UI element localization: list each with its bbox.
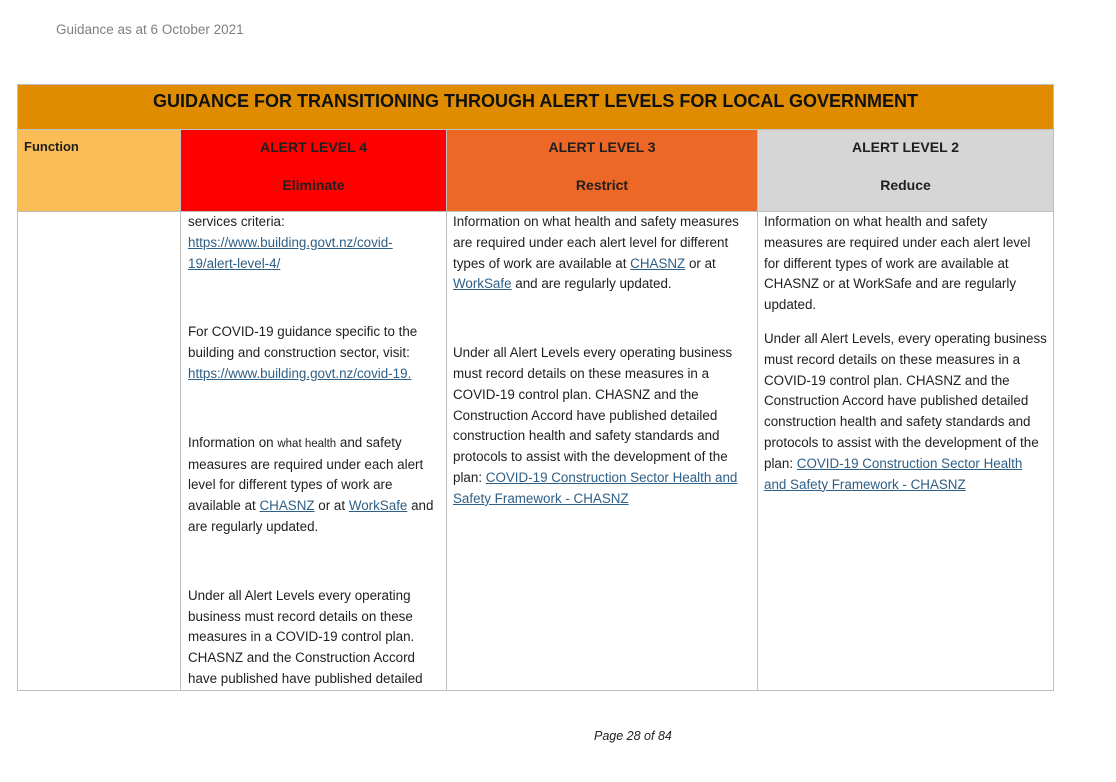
- column-header-alert-level-3: [447, 130, 758, 212]
- l3-info-text-a: Information on what health and safety measures are required under each alert level for different types of work are available at: [453, 214, 739, 271]
- table-row: [18, 212, 1054, 691]
- alert-level-2-cell: [758, 212, 1054, 691]
- l2-control-plan-text: Under all Alert Levels, every operating business must record details on these measures in a COVID-19 control plan. CHASNZ and the Construction Accord have published detailed construction health and safety standards and protocols to assist with the development of the plan:: [764, 330, 1047, 471]
- column-header-alert-level-2: [758, 130, 1054, 212]
- l3-control-plan-text: Under all Alert Levels every operating business must record details on these measures in a COVID-19 control plan. CHASNZ and the Construction Accord have published detailed construction health and safety standards and protocols to assist with the development of the plan:: [453, 345, 733, 485]
- l4-info-text-c: or at: [318, 498, 346, 514]
- column-header-alert-level-4: [181, 130, 447, 212]
- alert-level-3-cell: [447, 212, 758, 691]
- l4-info-text-small: what health: [277, 437, 337, 450]
- l3-chasnz-link[interactable]: CHASNZ: [630, 255, 686, 271]
- l4-info-text-b: and safety measures are required under each alert level for different types of work are available at: [188, 434, 424, 514]
- alert-level-4-subtitle: Eliminate: [282, 177, 345, 193]
- l3-worksafe-link[interactable]: WorkSafe: [453, 276, 512, 292]
- column-header-function: Function: [18, 130, 181, 212]
- alert-level-4-cell: [181, 212, 447, 691]
- l3-info-text-c: and are regularly updated.: [515, 276, 672, 292]
- alert-level-3-label: ALERT LEVEL 3: [548, 139, 656, 155]
- l4-chasnz-link[interactable]: CHASNZ: [259, 498, 315, 514]
- l4-info-text-d: and are regularly updated.: [188, 498, 434, 534]
- l4-building-covid-link[interactable]: https://www.building.govt.nz/covid-19.: [188, 365, 412, 381]
- l3-info-text-b: or at: [688, 255, 716, 271]
- page-number: Page 28 of 84: [594, 729, 672, 743]
- l4-control-plan-text: Under all Alert Levels every operating business must record details on these measures in a COVID-19 control plan. CHASNZ and the Construction Accord have published have published detailed: [188, 587, 423, 686]
- l3-framework-link[interactable]: COVID-19 Construction Sector Health and Safety Framework - CHASNZ: [453, 469, 738, 506]
- page-header-date: Guidance as at 6 October 2021: [56, 22, 244, 37]
- function-cell: [18, 212, 181, 691]
- l4-worksafe-link[interactable]: WorkSafe: [348, 498, 408, 514]
- alert-level-2-subtitle: Reduce: [880, 177, 931, 193]
- l2-info-text: Information on what health and safety measures are required under each alert level for different types of work are available at CHASNZ or at WorkSafe and are regularly updated.: [764, 214, 1031, 313]
- l4-building-guidance-text: For COVID-19 guidance specific to the building and construction sector, visit:: [188, 324, 418, 361]
- l4-services-criteria-text: services criteria:: [188, 214, 285, 229]
- l4-info-text-a: Information on: [188, 434, 274, 450]
- l2-framework-link[interactable]: COVID-19 Construction Sector Health and Safety Framework - CHASNZ: [764, 455, 1023, 492]
- table-title: GUIDANCE FOR TRANSITIONING THROUGH ALERT LEVELS FOR LOCAL GOVERNMENT: [18, 85, 1054, 130]
- alert-level-3-subtitle: Restrict: [575, 177, 629, 193]
- l4-alert-level-4-link[interactable]: https://www.building.govt.nz/covid-19/alert-level-4/: [188, 234, 393, 271]
- alert-level-2-label: ALERT LEVEL 2: [851, 139, 960, 155]
- guidance-table: [17, 84, 1054, 691]
- alert-level-4-label: ALERT LEVEL 4: [259, 139, 368, 155]
